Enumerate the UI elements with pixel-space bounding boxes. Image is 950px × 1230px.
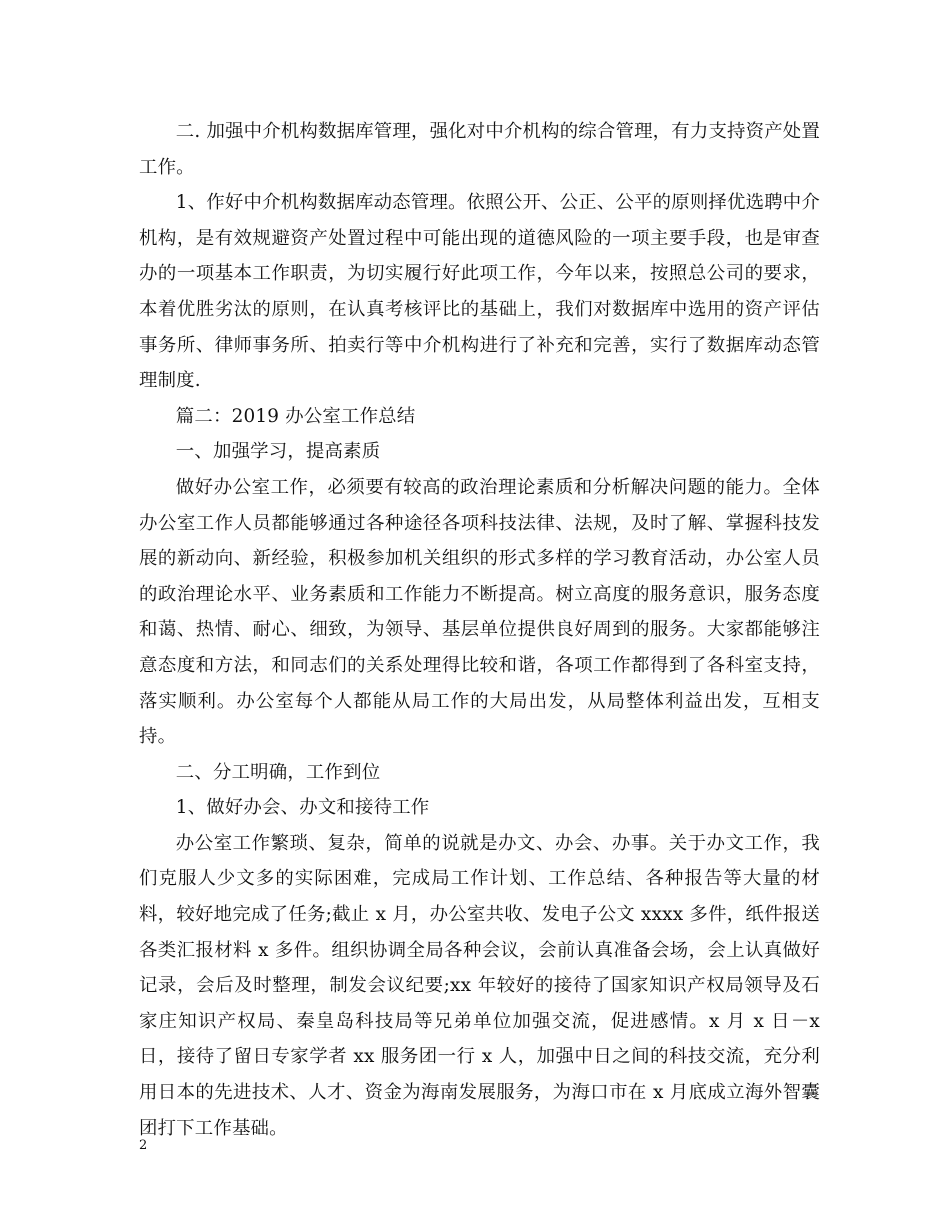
paragraph-heading-study: 一、加强学习，提高素质 — [175, 441, 381, 463]
paragraph-study-body: 做好办公室工作，必须要有较高的政治理论素质和分析解决问题的能力。全体办公室工作人员都能够通过各种途径各项科技法律、法规，及时了解、掌握科技发展的新动向、新经验，积极参加机关组织的形式多样的学习教育活动，办公室人员的政治理论水平、业务素质和工作能力不断提高。树立高度的服务意识，服务态度和蔼、热情、耐心、细致，为领导、基层单位提供良好周到的服务。大家都能够注意态度和方法，和同志们的关系处理得比较和谐，各项工作都得到了各科室支持，落实顺利。办公室每个人都能从局工作的大局出发，从局整体利益出发，互相支持。 — [139, 476, 820, 748]
paragraph-database-management: 1、作好中介机构数据库动态管理。依照公开、公正、公平的原则择优选聘中介机构，是有效规避资产处置过程中可能出现的道德风险的一项主要手段，也是审查办的一项基本工作职责，为切实履行好此项工作，今年以来，按照总公司的要求，本着优胜劣汰的原则，在认真考核评比的基础上，我们对数据库中选用的资产评估事务所、律师事务所、拍卖行等中介机构进行了补充和完善，实行了数据库动态管理制度. — [139, 192, 820, 392]
document-body — [139, 114, 820, 1146]
paragraph-section-two-heading: 二. 加强中介机构数据库管理，强化对中介机构的综合管理，有力支持资产处置工作。 — [139, 121, 820, 178]
paragraph-heading-division: 二、分工明确，工作到位 — [175, 761, 381, 783]
paragraph-meetings-body: 办公室工作繁琐、复杂，简单的说就是办文、办会、办事。关于办文工作，我们克服人少文多的实际困难，完成局工作计划、工作总结、各种报告等大量的材料，较好地完成了任务;截止 x 月，办公室共收、发电子公文 xxxx 多件，纸件报送各类汇报材料 x 多件。组织协调全局各种会议，会前认真准备会场，会上认真做好记录，会后及时整理，制发会议纪要;xx 年较好的接待了国家知识产权局领导及石家庄知识产权局、秦皇岛科技局等兄弟单位加强交流，促进感情。x 月 x 日－x 日，接待了留日专家学者 xx 服务团一行 x 人，加强中日之间的科技交流，充分利用日本的先进技术、人才、资金为海南发展服务，为海口市在 x 月底成立海外智囊团打下工作基础。 — [139, 832, 820, 1139]
paragraph-heading-meetings: 1、做好办会、办文和接待工作 — [175, 797, 430, 819]
paragraph-article-two-title: 篇二：2019 办公室工作总结 — [175, 405, 416, 427]
page-number: 2 — [139, 1138, 148, 1153]
